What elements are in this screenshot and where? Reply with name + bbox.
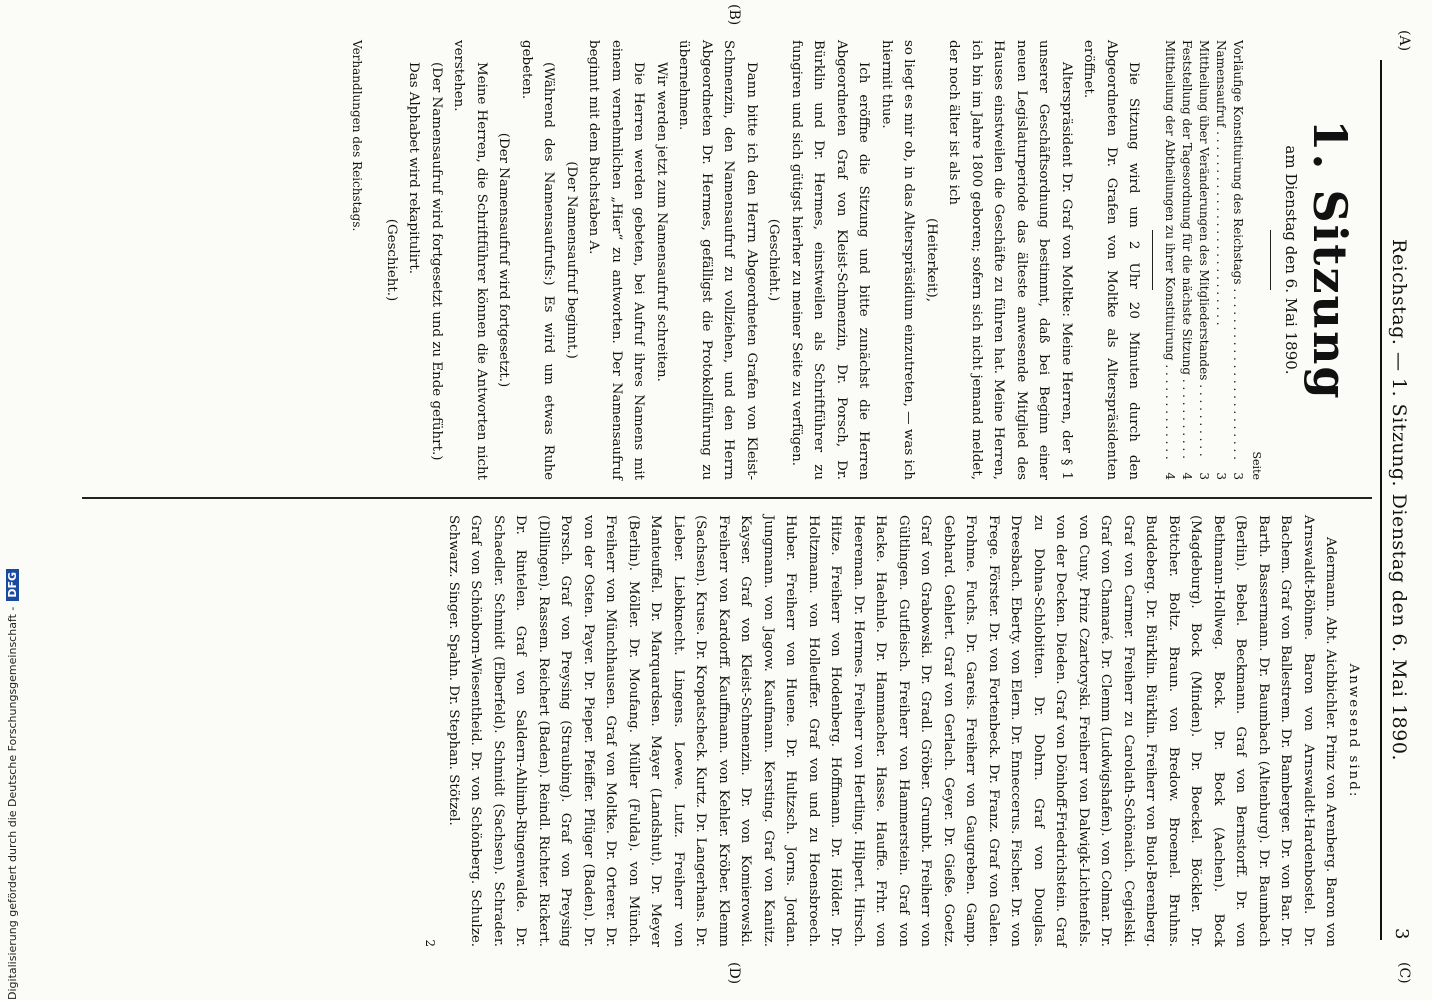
- margin-marker-a: (A): [1396, 30, 1412, 52]
- dfg-logo: DFG: [6, 569, 19, 601]
- margin-marker-c: (C): [1396, 962, 1412, 984]
- session-title: 1. Sitzung: [1303, 119, 1357, 401]
- speech-paragraph: so liegt es mir ob, in das Alterspräsidium einzutreten, — was ich hiermit thue.: [879, 40, 917, 480]
- toc-item: Mittheilung über Veränderungen des Mitgliederstandes . . . 3: [1196, 40, 1213, 480]
- divider: [1271, 230, 1272, 290]
- attendance-heading: Anwesend sind:: [1346, 663, 1361, 799]
- toc-item: Vorläufige Konstituirung des Reichstags . . . 3: [1230, 40, 1247, 480]
- stage-remark: (Der Namensaufruf beginnt.): [564, 161, 579, 359]
- speech-paragraph: Meine Herren, die Schriftführer können die Antworten nicht verstehen.: [451, 40, 489, 480]
- toc-item: Namensaufruf . . . 3: [1213, 40, 1230, 480]
- right-column: [419, 515, 1364, 947]
- header-title: Reichstag. — 1. Sitzung. Dienstag den 6. Mai 1890.: [1388, 239, 1410, 761]
- divider: [1153, 230, 1154, 290]
- attendance-list: Adermann. Abt. Aichbichler. Prinz von Arenberg. Baron von Arnswaldt-Böhme. Baron von Arnswaldt-Hardenbostel. Dr. Bachem. Graf von Ballestrem. Dr. Bamberger. Dr. von Bar. Dr. Barth. Bassermann. Dr. Baumbach (Altenburg). Dr. Baumbach (Berlin). Bebel. Beckmann. Graf von Bernstorff. Dr. von Bethmann-Hollweg. Bock. Dr. Bock (Aachen). Bock (Magdeburg). Bock (Minden). Dr. Boeckel. Böckler. Dr. Böttcher. Boltz. Braun. von Bredow. Broemel. Bruhns. Buddeberg. Dr. Bürklin. Bürklin. Freiherr von Buol-Berenberg. Graf von Carmer. Freiherr zu Carolath-Schönaich. Cegielski. Graf von Chamaré. Dr. Clemm (Ludwigshafen). von Colmar. Dr. von Cuny. Prinz Czartoryski. Freiherr von Dalwigk-Lichtenfels. von der Decken. Dieden. Graf von Dönhoff-Friedrichstein. Graf zu Dohna-Schlobitten. Dr. Dohrn. Graf von Douglas. Dreesbach. Eberty. von Elern. Dr. Enneccerus. Fischer. Dr. von Frege. Förster. Dr. von Fortenbeck. Dr. Franz. Graf von Galen. Frohme. Fuchs. Dr. Gareis. Freiherr von Gaugreben. Gamp. Gebhard. Gehlert. Graf von Gerlach. Geyer. Dr. Gieße. Goetz. Graf von Grabowski. Dr. Gradl. Gröber. Grumbt. Freiherr von Gültlingen. Gutfleisch. Freiherr von Hammerstein. Graf von Hacke. Haehnle. Dr. Hammacher. Hasse. Hauffe. Frhr. von Heereman. Dr. Hermes. Freiherr von Hertling. Hilpert. Hirsch. Hitze. Freiherr von Hodenberg. Hoffmann. Dr. Hölder. Dr. Holtzmann. von Holleuffer. Graf von und zu Hoensbroech. Huber. Freiherr von Huene. Dr. Hultzsch. Jorns. Jordan. Jungmann. von Jagow. Kaufmann. Kersting. Graf von Kanitz. Kayser. Graf von Kleist-Schmenzin. Dr. von Komierowski. Freiherr von Kardorff. Kauffmann. von Kehler. Kröber. Klemm (Sachsen). Kruse. Dr. Kropatscheck. Kurtz. Dr. Langerhans. Dr. Lieber. Liebknecht. Lingens. Loewe. Lutz. Freiherr von Manteuffel. Dr. Marquardsen. Mayer (Landshut). Dr. Meyer (Berlin). Möller. Dr. Moufang. Müller (Fulda). von Münch. Freiherr von Münchhausen. Graf von Moltke. Dr. Orterer. Dr. von der Osten. Payer. Dr. Pieper. Pfeiffer. Pflüger (Baden). Dr. Porsch. Graf von Preysing (Straubing). Graf von Preysing (Dillingen). Rassem. Reichert (Baden). Reindl. Richter. Rickert. Dr. Rintelen. Graf von Saldern-Ahlimb-Ringenwalde. Dr. Schaedler. Schmidt (Elberfeld). Schmidt (Sachsen). Schrader. Graf von Schönborn-Wiesentheid. Dr. von Schönberg. Schulze. Schwarz. Singer. Spahn. Dr. Stephan. Stötzel.: [446, 515, 1339, 947]
- left-column: [349, 40, 1365, 480]
- session-date: am Dienstag den 6. Mai 1890.: [1282, 145, 1300, 375]
- speech-paragraph: Dann bitte ich den Herrn Abgeordneten Grafen von Kleist-Schmenzin, den Namensaufruf zu vollziehen, und den Herrn Abgeordneten Dr. Hermes, gefälligst die Protokollführung zu übernehmen.: [676, 40, 759, 480]
- signature-mark: 2: [423, 939, 438, 947]
- stage-remark: (Der Namensaufruf wird fortgesetzt und zu Ende geführt.): [429, 62, 444, 461]
- speech-paragraph: Wir werden jetzt zum Namensaufruf schreiten.: [654, 62, 669, 382]
- opening-paragraph: Die Sitzung wird um 2 Uhr 20 Minuten durch den Abgeordneten Dr. Grafen von Moltke als Alterspräsidenten eröffnet.: [1081, 40, 1142, 480]
- column-divider: [82, 497, 1372, 499]
- speech-paragraph: Das Alphabet wird rekapitulirt.: [406, 62, 422, 274]
- digitization-credit: [6, 360, 19, 1000]
- stage-remark: (Geschieht.): [384, 218, 399, 302]
- margin-marker-b: (B): [726, 4, 742, 26]
- speech-paragraph: Ich eröffne die Sitzung und bitte zunächst die Herren Abgeordneten Graf von Kleist-Schmenzin, Dr. Porsch, Dr. Bürklin und Dr. Hermes, einstweilen als Schriftführer zu fungiren und sich gütigst hierher zu meiner Seite zu verfügen.: [789, 40, 872, 480]
- stage-remark: (Geschieht.): [766, 218, 782, 302]
- stage-remark: (Während des Namensaufrufs:) Es wird um etwas Ruhe gebeten.: [519, 40, 557, 480]
- toc-item: Feststellung der Tagesordnung für die nächste Sitzung . . . 4: [1179, 40, 1196, 480]
- credit-text: Digitalisierung gefördert durch die Deutsche Forschungsgemeinschaft -: [6, 606, 19, 1000]
- header-rule: [1380, 60, 1382, 940]
- volume-footer: Verhandlungen des Reichstags.: [350, 40, 365, 232]
- page-number: 3: [1391, 928, 1412, 940]
- margin-marker-d: (D): [726, 962, 742, 985]
- stage-remark: (Heiterkeit),: [924, 218, 939, 302]
- stage-remark: (Der Namensaufruf wird fortgesetzt.): [496, 132, 512, 388]
- toc-item: Mittheilung der Abtheilungen zu ihrer Konstituirung . . . 4: [1162, 40, 1179, 480]
- speech-paragraph: Die Herren werden gebeten, bei Aufruf ihres Namens mit einem vernehmlichen „Hier“ zu antworten. Der Namensaufruf beginnt mit dem Buchstaben A.: [586, 40, 647, 480]
- table-of-contents: [1162, 40, 1247, 480]
- speech-paragraph: Alterspräsident Dr. Graf von Moltke: Meine Herren, der § 1 unserer Geschäftsordnung bestimmt, daß bei Beginn einer neuen Legislaturperiode das älteste anwesende Mitglied des Hauses einstweilen die Geschäfte zu führen hat. Meine Herren, ich bin im Jahre 1800 geboren; sofern sich nicht jemand meldet, der noch älter ist als ich: [946, 40, 1074, 480]
- toc-seite-label: Seite: [1250, 451, 1264, 480]
- running-header: [1384, 60, 1414, 940]
